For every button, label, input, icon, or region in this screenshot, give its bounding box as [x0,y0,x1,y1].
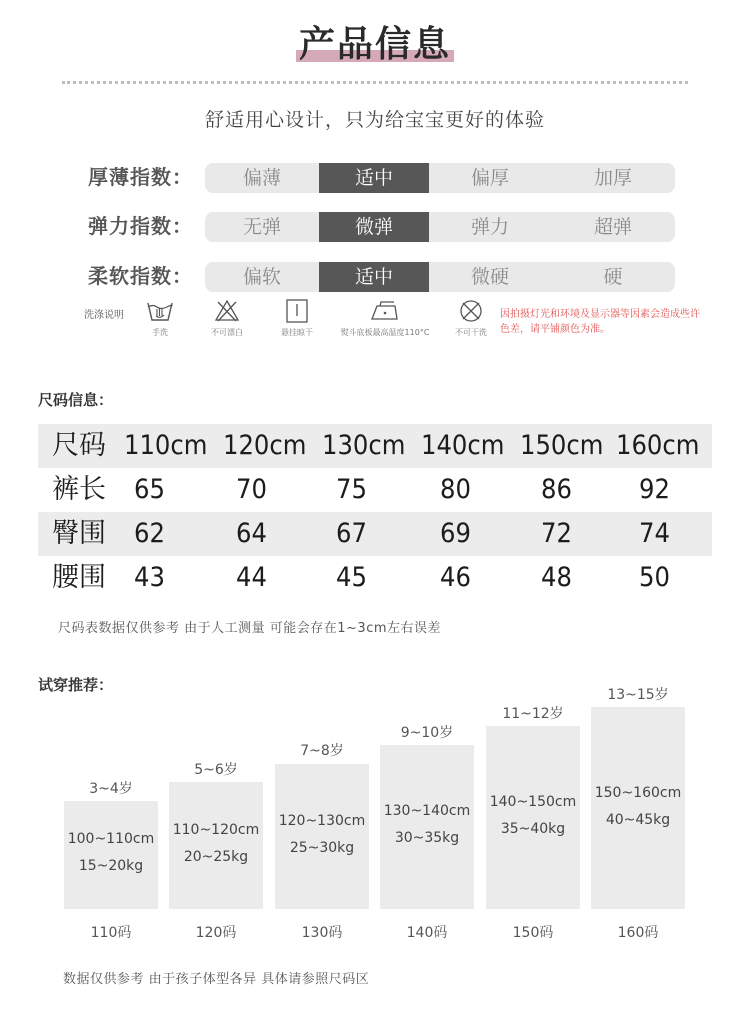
recommend-weight: 35~40kg [500,821,566,837]
recommend-size-code: 120码 [195,925,237,941]
table-cell: 120cm [223,430,307,461]
recommend-height: 150~160cm [594,785,682,801]
recommend-note: 数据仅供参考 由于孩子体型各异 具体请参照尺码区 [63,972,370,987]
table-cell: 92 [639,474,670,505]
index-option: 加厚 [593,167,632,189]
care-caption: 不可漂白 [211,328,243,337]
table-cell: 80 [440,474,471,505]
recommend-height: 140~150cm [489,794,577,810]
care-caption: 熨斗底板最高温度110°C [340,328,430,337]
table-row [38,556,712,600]
dotted-divider [62,81,688,85]
table-cell: 75 [336,474,367,505]
index-option: 弹力 [470,216,509,238]
table-cell: 45 [336,562,367,593]
recommend-age: 11~12岁 [502,706,564,722]
recommend-height: 100~110cm [67,831,155,847]
hang-dry-icon [284,298,310,324]
care-item [140,298,180,338]
care-caption: 不可干洗 [455,328,487,337]
table-cell: 110cm [124,430,208,461]
recommend-size-code: 160码 [617,925,659,941]
no-dry-clean-icon [457,298,485,324]
table-header-row [38,424,712,468]
page-title: 产品信息 [298,24,451,65]
table-cell: 70 [236,474,267,505]
table-cell: 62 [134,518,165,549]
table-cell: 46 [440,562,471,593]
recommend-weight: 30~35kg [394,830,460,846]
recommend-size-code: 150码 [512,925,554,941]
no-bleach-icon [213,298,241,324]
table-cell: 64 [236,518,267,549]
color-difference-note: 因拍摄灯光和环境及显示器等因素会造成些许色差，请平铺颜色为准。 [500,309,700,335]
table-row [38,512,712,556]
index-bar [205,262,675,292]
softness-index-row [0,260,750,292]
recommend-size-code: 130码 [301,925,343,941]
index-option-active: 适中 [319,163,429,193]
thickness-index-row [0,161,750,193]
table-cell: 74 [639,518,670,549]
table-cell: 140cm [421,430,505,461]
care-caption: 手洗 [152,328,168,337]
table-row [38,468,712,512]
recommend-weight: 15~20kg [78,858,144,874]
recommend-weight: 40~45kg [605,812,671,828]
index-option-active: 微弹 [319,212,429,242]
recommend-size-code: 140码 [406,925,448,941]
table-cell: 尺码 [52,430,106,461]
size-info-title: 尺码信息： [38,391,114,409]
index-option-active: 适中 [319,262,429,292]
table-cell: 腰围 [52,562,106,593]
care-caption: 悬挂晾干 [281,328,313,337]
table-cell: 160cm [616,430,700,461]
table-cell: 69 [440,518,471,549]
iron-icon [368,298,402,324]
recommend-weight: 20~25kg [183,849,249,865]
index-option: 偏薄 [242,167,281,189]
recommend-height: 120~130cm [278,813,366,829]
care-item [272,298,322,338]
care-item [330,298,440,338]
index-label: 厚薄指数： [88,165,193,189]
care-instructions [84,298,700,348]
table-cell: 67 [336,518,367,549]
recommend-age: 7~8岁 [300,743,344,759]
recommend-age: 9~10岁 [400,725,454,741]
recommend-height: 110~120cm [172,822,260,838]
care-item [202,298,252,338]
size-table [38,424,712,600]
recommend-age: 13~15岁 [607,687,669,703]
recommend-height: 130~140cm [383,803,471,819]
care-item [448,298,494,338]
table-cell: 72 [541,518,572,549]
index-option: 偏厚 [470,167,509,189]
index-option: 超弹 [593,216,632,238]
index-option: 微硬 [470,266,509,288]
table-cell: 43 [134,562,165,593]
index-bar [205,163,675,193]
index-option: 偏软 [242,266,281,288]
recommend-age: 3~4岁 [89,781,133,797]
size-table-note: 尺码表数据仅供参考 由于人工测量 可能会存在1~3cm左右误差 [58,621,442,636]
table-cell: 44 [236,562,267,593]
table-cell: 50 [639,562,670,593]
hand-wash-icon [145,298,175,324]
recommend-age: 5~6岁 [194,762,238,778]
index-bar [205,212,675,242]
care-title: 洗涤说明 [84,310,124,321]
table-cell: 裤长 [52,474,106,505]
recommend-weight: 25~30kg [289,840,355,856]
table-cell: 臀围 [52,518,106,549]
table-cell: 130cm [322,430,406,461]
recommend-size-code: 110码 [90,925,132,941]
index-label: 柔软指数： [88,264,193,288]
table-cell: 150cm [520,430,604,461]
elasticity-index-row [0,210,750,242]
table-cell: 48 [541,562,572,593]
table-cell: 86 [541,474,572,505]
table-cell: 65 [134,474,165,505]
header [0,16,750,67]
index-option: 硬 [603,266,623,288]
recommend-title: 试穿推荐： [38,676,114,694]
index-option: 无弹 [242,216,281,238]
index-label: 弹力指数： [88,214,193,238]
page-subtitle: 舒适用心设计，只为给宝宝更好的体验 [204,109,545,131]
